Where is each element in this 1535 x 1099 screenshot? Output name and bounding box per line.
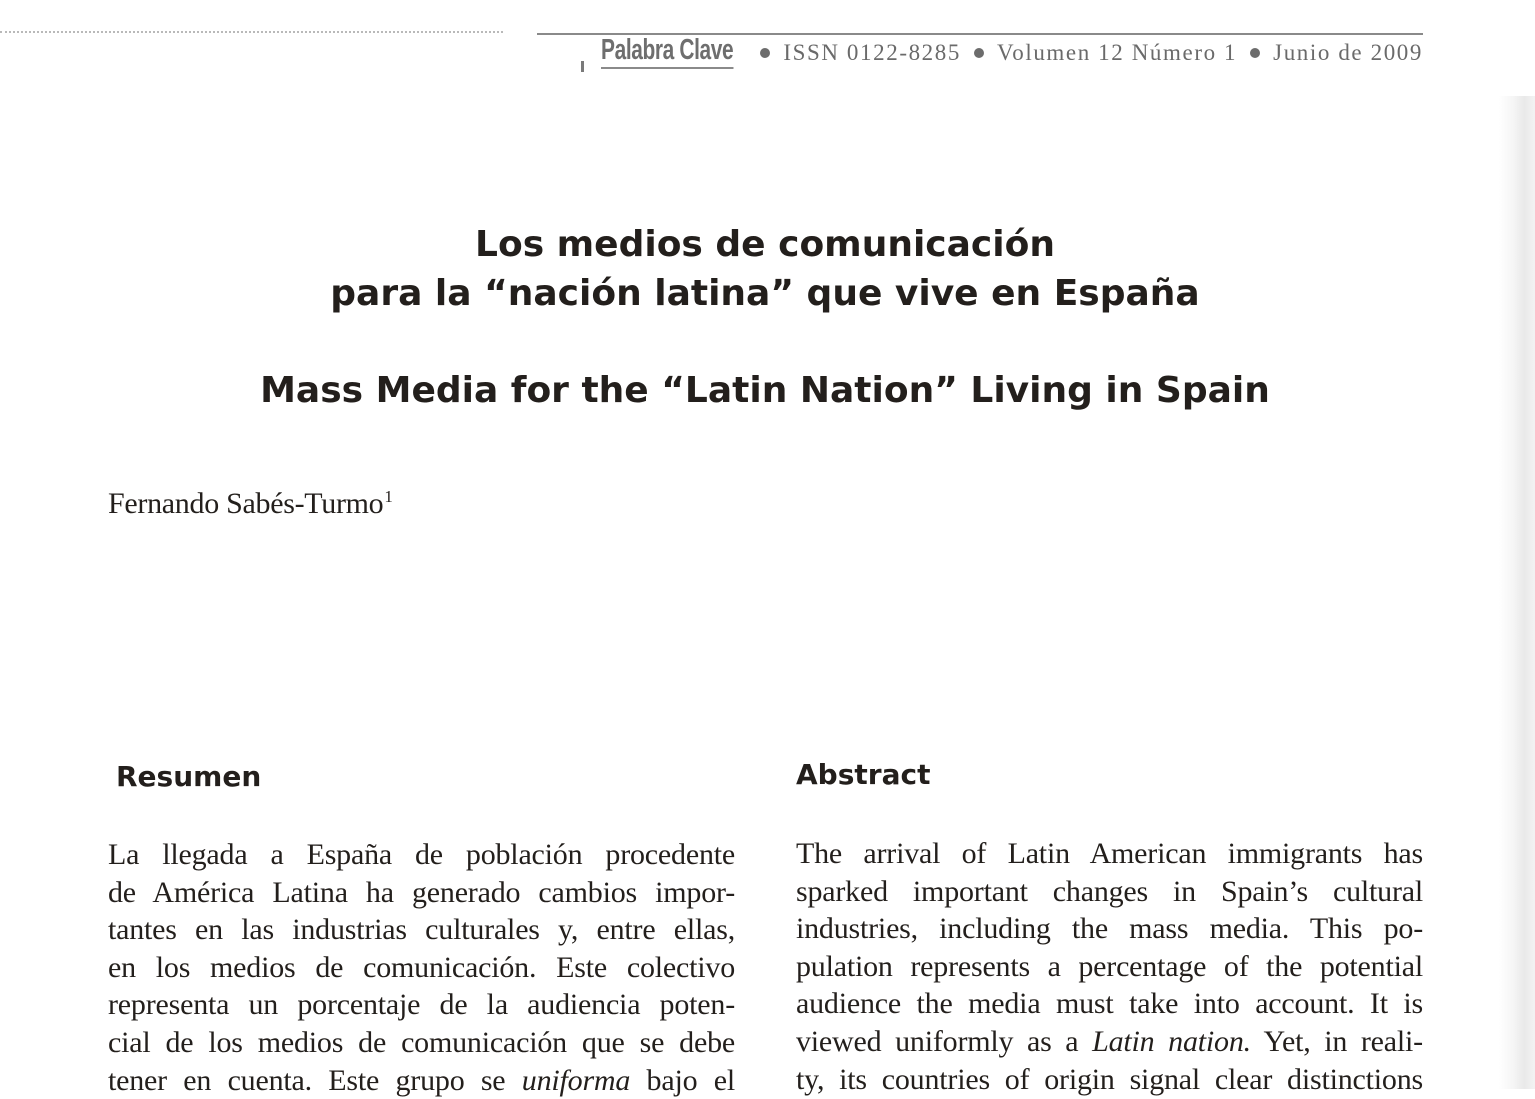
title-spanish — [0, 220, 1530, 318]
header-dotted-rule — [0, 31, 503, 33]
volume-number: Volumen 12 Número 1 — [996, 39, 1238, 65]
resumen-italic-term: uniforma — [521, 1063, 631, 1097]
title-spanish-line-2: para la “nación latina” que vive en España — [330, 273, 1200, 314]
title-english: Mass Media for the “Latin Nation” Living in Spain — [260, 370, 1270, 411]
abstract-line-text: viewed uniformly as a — [796, 1024, 1093, 1058]
author — [108, 487, 393, 521]
resumen-line-text: bajo el — [630, 1063, 736, 1097]
abstract-line-text: Yet, in reali- — [1250, 1024, 1423, 1058]
bullet-separator — [760, 48, 770, 58]
resumen-line: La llegada a España de población procedente — [108, 838, 735, 871]
abstract-heading: Abstract — [796, 758, 931, 791]
resumen-line: cial de los medios de comunicación que se debe — [108, 1025, 735, 1059]
abstract-line: sparked important changes in Spain’s cultural — [796, 874, 1423, 908]
abstract-line: pulation represents a percentage of the potential — [796, 949, 1423, 983]
author-name: Fernando Sabés-Turmo — [108, 487, 384, 520]
abstract-italic-term: Latin nation. — [1092, 1024, 1251, 1058]
journal-logo: Palabra Clave — [601, 36, 733, 69]
abstract-line: audience the media must take into account. It is — [796, 987, 1423, 1021]
logo-hook — [581, 61, 584, 72]
resumen-line: de América Latina ha generado cambios impor- — [108, 875, 735, 909]
resumen-line — [108, 1062, 735, 1099]
author-footnote-marker: 1 — [384, 487, 393, 506]
resumen-heading: Resumen — [116, 760, 262, 793]
abstract-line: ty, its countries of origin signal clear distinctions — [796, 1062, 1423, 1096]
abstract-line: The arrival of Latin American immigrants has — [796, 837, 1423, 870]
title-spanish-line-1: Los medios de comunicación — [475, 224, 1055, 265]
resumen-body — [108, 836, 735, 1099]
resumen-line: tantes en las industrias culturales y, entre ellas, — [108, 913, 735, 947]
bullet-separator — [974, 48, 984, 58]
abstract-body — [796, 835, 1423, 1098]
resumen-line: representa un porcentaje de la audiencia poten- — [108, 988, 735, 1022]
abstract-line — [796, 1023, 1423, 1061]
running-head — [601, 36, 1423, 69]
resumen-line-text: tener en cuenta. Este grupo se — [108, 1063, 522, 1097]
issue-date: Junio de 2009 — [1273, 39, 1423, 65]
bullet-separator — [1250, 48, 1260, 58]
issn: ISSN 0122-8285 — [783, 39, 961, 65]
resumen-line: en los medios de comunicación. Este colectivo — [108, 950, 735, 984]
abstract-line: industries, including the mass media. This po- — [796, 912, 1423, 946]
